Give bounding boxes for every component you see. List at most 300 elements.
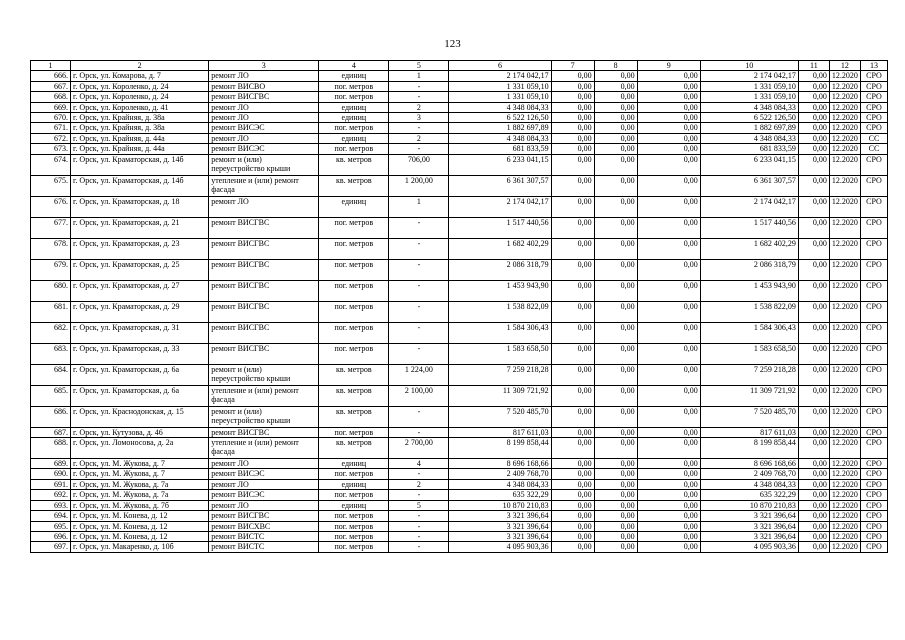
total-cost-cell: 6 522 126,50 xyxy=(700,113,798,123)
work-type-cell: ремонт ВИСГВС xyxy=(209,259,319,280)
column-header: 6 xyxy=(449,61,551,71)
cost-cell: 4 348 084,33 xyxy=(449,479,551,489)
col9-cell: 0,00 xyxy=(637,259,700,280)
source-cell: СРО xyxy=(860,479,887,489)
row-number-cell: 689. xyxy=(31,459,71,469)
source-cell: СРО xyxy=(860,154,887,175)
col7-cell: 0,00 xyxy=(551,113,594,123)
total-cost-cell: 2 174 042,17 xyxy=(700,71,798,81)
col9-cell: 0,00 xyxy=(637,364,700,385)
col8-cell: 0,00 xyxy=(594,301,637,322)
col7-cell: 0,00 xyxy=(551,144,594,154)
unit-cell: единиц xyxy=(319,196,389,217)
col8-cell: 0,00 xyxy=(594,133,637,143)
row-number-cell: 672. xyxy=(31,133,71,143)
col11-cell: 0,00 xyxy=(798,406,829,427)
source-cell: СРО xyxy=(860,427,887,437)
address-cell: г. Орск, ул. Краматорская, д. 18 xyxy=(71,196,209,217)
column-header: 2 xyxy=(71,61,209,71)
col11-cell: 0,00 xyxy=(798,133,829,143)
cost-cell: 6 361 307,57 xyxy=(449,175,551,196)
deadline-cell: 12.2020 xyxy=(829,406,860,427)
cost-cell: 681 833,59 xyxy=(449,144,551,154)
row-number-cell: 690. xyxy=(31,469,71,479)
col11-cell: 0,00 xyxy=(798,490,829,500)
source-cell: СРО xyxy=(860,438,887,459)
total-cost-cell: 3 321 396,64 xyxy=(700,521,798,531)
source-cell: СРО xyxy=(860,259,887,280)
address-cell: г. Орск, ул. Крайняя, д. 44а xyxy=(71,133,209,143)
col9-cell: 0,00 xyxy=(637,385,700,406)
col11-cell: 0,00 xyxy=(798,459,829,469)
row-number-cell: 695. xyxy=(31,521,71,531)
quantity-cell: 3 xyxy=(389,113,449,123)
col11-cell: 0,00 xyxy=(798,238,829,259)
column-header: 8 xyxy=(594,61,637,71)
quantity-cell: - xyxy=(389,238,449,259)
table-row xyxy=(31,542,888,552)
unit-cell: пог. метров xyxy=(319,123,389,133)
address-cell: г. Орск, ул. Краснодонская, д. 15 xyxy=(71,406,209,427)
col7-cell: 0,00 xyxy=(551,500,594,510)
source-cell: СРО xyxy=(860,113,887,123)
cost-cell: 7 520 485,70 xyxy=(449,406,551,427)
unit-cell: единиц xyxy=(319,71,389,81)
address-cell: г. Орск, ул. Краматорская, д. 6а xyxy=(71,385,209,406)
total-cost-cell: 1 682 402,29 xyxy=(700,238,798,259)
quantity-cell: - xyxy=(389,92,449,102)
col8-cell: 0,00 xyxy=(594,113,637,123)
source-cell: СРО xyxy=(860,343,887,364)
row-number-cell: 669. xyxy=(31,102,71,112)
source-cell: СРО xyxy=(860,406,887,427)
row-number-cell: 681. xyxy=(31,301,71,322)
total-cost-cell: 635 322,29 xyxy=(700,490,798,500)
col8-cell: 0,00 xyxy=(594,144,637,154)
address-cell: г. Орск, ул. Краматорская, д. 29 xyxy=(71,301,209,322)
col7-cell: 0,00 xyxy=(551,490,594,500)
address-cell: г. Орск, ул. Короленко, д. 41 xyxy=(71,102,209,112)
column-header: 4 xyxy=(319,61,389,71)
unit-cell: кв. метров xyxy=(319,438,389,459)
deadline-cell: 12.2020 xyxy=(829,133,860,143)
col11-cell: 0,00 xyxy=(798,81,829,91)
unit-cell: единиц xyxy=(319,133,389,143)
cost-cell: 1 453 943,90 xyxy=(449,280,551,301)
col7-cell: 0,00 xyxy=(551,92,594,102)
col9-cell: 0,00 xyxy=(637,238,700,259)
source-cell: СРО xyxy=(860,500,887,510)
quantity-cell: 2 700,00 xyxy=(389,438,449,459)
address-cell: г. Орск, ул. М. Жукова, д. 7б xyxy=(71,500,209,510)
col11-cell: 0,00 xyxy=(798,479,829,489)
row-number-cell: 682. xyxy=(31,322,71,343)
total-cost-cell: 2 174 042,17 xyxy=(700,196,798,217)
table-row xyxy=(31,92,888,102)
row-number-cell: 694. xyxy=(31,511,71,521)
col11-cell: 0,00 xyxy=(798,154,829,175)
total-cost-cell: 7 520 485,70 xyxy=(700,406,798,427)
work-type-cell: ремонт ВИСХВС xyxy=(209,521,319,531)
table-row xyxy=(31,123,888,133)
col11-cell: 0,00 xyxy=(798,217,829,238)
table-header-row xyxy=(31,61,888,71)
table-row xyxy=(31,385,888,406)
col9-cell: 0,00 xyxy=(637,133,700,143)
row-number-cell: 688. xyxy=(31,438,71,459)
work-type-cell: ремонт ЛО xyxy=(209,102,319,112)
cost-cell: 2 174 042,17 xyxy=(449,71,551,81)
work-type-cell: ремонт ЛО xyxy=(209,459,319,469)
deadline-cell: 12.2020 xyxy=(829,521,860,531)
quantity-cell: - xyxy=(389,81,449,91)
address-cell: г. Орск, ул. Макаренко, д. 10б xyxy=(71,542,209,552)
address-cell: г. Орск, ул. Комарова, д. 7 xyxy=(71,71,209,81)
quantity-cell: - xyxy=(389,511,449,521)
row-number-cell: 691. xyxy=(31,479,71,489)
col9-cell: 0,00 xyxy=(637,521,700,531)
col8-cell: 0,00 xyxy=(594,175,637,196)
cost-cell: 1 583 658,50 xyxy=(449,343,551,364)
address-cell: г. Орск, ул. Крайняя, д. 44а xyxy=(71,144,209,154)
unit-cell: кв. метров xyxy=(319,364,389,385)
address-cell: г. Орск, ул. Краматорская, д. 14б xyxy=(71,154,209,175)
source-cell: СРО xyxy=(860,511,887,521)
col11-cell: 0,00 xyxy=(798,113,829,123)
cost-cell: 11 309 721,92 xyxy=(449,385,551,406)
total-cost-cell: 2 409 768,70 xyxy=(700,469,798,479)
work-type-cell: ремонт и (или) переустройство крыши xyxy=(209,154,319,175)
cost-cell: 10 870 210,83 xyxy=(449,500,551,510)
col7-cell: 0,00 xyxy=(551,259,594,280)
column-header: 5 xyxy=(389,61,449,71)
col8-cell: 0,00 xyxy=(594,322,637,343)
column-header: 9 xyxy=(637,61,700,71)
quantity-cell: 1 xyxy=(389,196,449,217)
row-number-cell: 671. xyxy=(31,123,71,133)
col7-cell: 0,00 xyxy=(551,521,594,531)
col11-cell: 0,00 xyxy=(798,385,829,406)
deadline-cell: 12.2020 xyxy=(829,490,860,500)
col9-cell: 0,00 xyxy=(637,469,700,479)
col11-cell: 0,00 xyxy=(798,259,829,280)
source-cell: СРО xyxy=(860,364,887,385)
col8-cell: 0,00 xyxy=(594,521,637,531)
work-type-cell: ремонт ВИСВО xyxy=(209,81,319,91)
row-number-cell: 666. xyxy=(31,71,71,81)
row-number-cell: 676. xyxy=(31,196,71,217)
col7-cell: 0,00 xyxy=(551,175,594,196)
deadline-cell: 12.2020 xyxy=(829,238,860,259)
quantity-cell: 2 xyxy=(389,479,449,489)
deadline-cell: 12.2020 xyxy=(829,102,860,112)
table-row xyxy=(31,479,888,489)
col7-cell: 0,00 xyxy=(551,133,594,143)
unit-cell: пог. метров xyxy=(319,259,389,280)
total-cost-cell: 10 870 210,83 xyxy=(700,500,798,510)
col9-cell: 0,00 xyxy=(637,531,700,541)
col9-cell: 0,00 xyxy=(637,102,700,112)
work-type-cell: ремонт ВИСТС xyxy=(209,542,319,552)
unit-cell: кв. метров xyxy=(319,406,389,427)
col8-cell: 0,00 xyxy=(594,238,637,259)
quantity-cell: - xyxy=(389,301,449,322)
source-cell: СРО xyxy=(860,92,887,102)
cost-cell: 8 199 858,44 xyxy=(449,438,551,459)
unit-cell: пог. метров xyxy=(319,343,389,364)
work-type-cell: ремонт ВИСТС xyxy=(209,531,319,541)
deadline-cell: 12.2020 xyxy=(829,427,860,437)
deadline-cell: 12.2020 xyxy=(829,217,860,238)
col9-cell: 0,00 xyxy=(637,280,700,301)
work-type-cell: ремонт ВИСЭС xyxy=(209,490,319,500)
quantity-cell: 1 xyxy=(389,71,449,81)
work-type-cell: ремонт ВИСГВС xyxy=(209,301,319,322)
col9-cell: 0,00 xyxy=(637,406,700,427)
source-cell: СРО xyxy=(860,217,887,238)
row-number-cell: 683. xyxy=(31,343,71,364)
col7-cell: 0,00 xyxy=(551,196,594,217)
col7-cell: 0,00 xyxy=(551,322,594,343)
col7-cell: 0,00 xyxy=(551,459,594,469)
deadline-cell: 12.2020 xyxy=(829,542,860,552)
total-cost-cell: 4 095 903,36 xyxy=(700,542,798,552)
unit-cell: пог. метров xyxy=(319,301,389,322)
unit-cell: пог. метров xyxy=(319,280,389,301)
col11-cell: 0,00 xyxy=(798,521,829,531)
work-type-cell: ремонт ЛО xyxy=(209,196,319,217)
table-row xyxy=(31,469,888,479)
col11-cell: 0,00 xyxy=(798,322,829,343)
table-row xyxy=(31,490,888,500)
cost-cell: 1 331 059,10 xyxy=(449,92,551,102)
col7-cell: 0,00 xyxy=(551,531,594,541)
row-number-cell: 692. xyxy=(31,490,71,500)
column-header: 13 xyxy=(860,61,887,71)
row-number-cell: 677. xyxy=(31,217,71,238)
column-header: 10 xyxy=(700,61,798,71)
col7-cell: 0,00 xyxy=(551,81,594,91)
col11-cell: 0,00 xyxy=(798,542,829,552)
col7-cell: 0,00 xyxy=(551,511,594,521)
quantity-cell: - xyxy=(389,531,449,541)
unit-cell: пог. метров xyxy=(319,217,389,238)
col7-cell: 0,00 xyxy=(551,427,594,437)
unit-cell: пог. метров xyxy=(319,469,389,479)
table-row xyxy=(31,406,888,427)
table-row xyxy=(31,531,888,541)
col9-cell: 0,00 xyxy=(637,71,700,81)
total-cost-cell: 1 584 306,43 xyxy=(700,322,798,343)
cost-cell: 2 086 318,79 xyxy=(449,259,551,280)
col11-cell: 0,00 xyxy=(798,196,829,217)
col9-cell: 0,00 xyxy=(637,113,700,123)
total-cost-cell: 4 348 084,33 xyxy=(700,479,798,489)
unit-cell: единиц xyxy=(319,500,389,510)
address-cell: г. Орск, ул. М. Жукова, д. 7а xyxy=(71,479,209,489)
unit-cell: пог. метров xyxy=(319,92,389,102)
row-number-cell: 680. xyxy=(31,280,71,301)
unit-cell: единиц xyxy=(319,459,389,469)
col11-cell: 0,00 xyxy=(798,531,829,541)
source-cell: СРО xyxy=(860,542,887,552)
col9-cell: 0,00 xyxy=(637,196,700,217)
quantity-cell: - xyxy=(389,469,449,479)
col8-cell: 0,00 xyxy=(594,154,637,175)
col11-cell: 0,00 xyxy=(798,438,829,459)
source-cell: СРО xyxy=(860,71,887,81)
source-cell: СРО xyxy=(860,123,887,133)
unit-cell: пог. метров xyxy=(319,521,389,531)
col8-cell: 0,00 xyxy=(594,479,637,489)
source-cell: СРО xyxy=(860,301,887,322)
col11-cell: 0,00 xyxy=(798,280,829,301)
work-type-cell: ремонт ЛО xyxy=(209,71,319,81)
quantity-cell: - xyxy=(389,259,449,280)
address-cell: г. Орск, ул. Краматорская, д. 14б xyxy=(71,175,209,196)
cost-cell: 1 331 059,10 xyxy=(449,81,551,91)
total-cost-cell: 1 538 822,09 xyxy=(700,301,798,322)
cost-cell: 6 233 041,15 xyxy=(449,154,551,175)
quantity-cell: - xyxy=(389,406,449,427)
work-type-cell: ремонт ЛО xyxy=(209,500,319,510)
quantity-cell: 1 224,00 xyxy=(389,364,449,385)
address-cell: г. Орск, ул. Краматорская, д. 31 xyxy=(71,322,209,343)
col8-cell: 0,00 xyxy=(594,196,637,217)
total-cost-cell: 3 321 396,64 xyxy=(700,531,798,541)
unit-cell: единиц xyxy=(319,479,389,489)
col8-cell: 0,00 xyxy=(594,280,637,301)
col8-cell: 0,00 xyxy=(594,459,637,469)
table-row xyxy=(31,196,888,217)
deadline-cell: 12.2020 xyxy=(829,144,860,154)
address-cell: г. Орск, ул. Кутузова, д. 46 xyxy=(71,427,209,437)
col8-cell: 0,00 xyxy=(594,500,637,510)
quantity-cell: - xyxy=(389,521,449,531)
col8-cell: 0,00 xyxy=(594,123,637,133)
unit-cell: пог. метров xyxy=(319,511,389,521)
table-row xyxy=(31,217,888,238)
row-number-cell: 667. xyxy=(31,81,71,91)
address-cell: г. Орск, ул. Краматорская, д. 6а xyxy=(71,364,209,385)
deadline-cell: 12.2020 xyxy=(829,322,860,343)
col11-cell: 0,00 xyxy=(798,364,829,385)
col8-cell: 0,00 xyxy=(594,511,637,521)
cost-cell: 4 348 084,33 xyxy=(449,102,551,112)
col8-cell: 0,00 xyxy=(594,490,637,500)
source-cell: СРО xyxy=(860,490,887,500)
col8-cell: 0,00 xyxy=(594,217,637,238)
row-number-cell: 674. xyxy=(31,154,71,175)
address-cell: г. Орск, ул. М. Конева, д. 12 xyxy=(71,511,209,521)
col7-cell: 0,00 xyxy=(551,343,594,364)
work-type-cell: ремонт ЛО xyxy=(209,479,319,489)
col9-cell: 0,00 xyxy=(637,343,700,364)
table-row xyxy=(31,71,888,81)
column-header: 1 xyxy=(31,61,71,71)
col9-cell: 0,00 xyxy=(637,438,700,459)
unit-cell: кв. метров xyxy=(319,385,389,406)
address-cell: г. Орск, ул. Краматорская, д. 25 xyxy=(71,259,209,280)
col11-cell: 0,00 xyxy=(798,92,829,102)
row-number-cell: 687. xyxy=(31,427,71,437)
unit-cell: пог. метров xyxy=(319,144,389,154)
work-type-cell: ремонт ВИСГВС xyxy=(209,343,319,364)
table-body xyxy=(31,71,888,552)
source-cell: СРО xyxy=(860,385,887,406)
col8-cell: 0,00 xyxy=(594,364,637,385)
table-row xyxy=(31,500,888,510)
deadline-cell: 12.2020 xyxy=(829,71,860,81)
deadline-cell: 12.2020 xyxy=(829,500,860,510)
quantity-cell: - xyxy=(389,490,449,500)
col11-cell: 0,00 xyxy=(798,144,829,154)
col11-cell: 0,00 xyxy=(798,500,829,510)
quantity-cell: 2 100,00 xyxy=(389,385,449,406)
col8-cell: 0,00 xyxy=(594,542,637,552)
col11-cell: 0,00 xyxy=(798,123,829,133)
deadline-cell: 12.2020 xyxy=(829,511,860,521)
repair-program-table xyxy=(30,60,888,553)
col8-cell: 0,00 xyxy=(594,427,637,437)
quantity-cell: - xyxy=(389,427,449,437)
source-cell: СРО xyxy=(860,102,887,112)
total-cost-cell: 1 517 440,56 xyxy=(700,217,798,238)
cost-cell: 3 321 396,64 xyxy=(449,521,551,531)
table-row xyxy=(31,322,888,343)
unit-cell: единиц xyxy=(319,102,389,112)
quantity-cell: 2 xyxy=(389,102,449,112)
address-cell: г. Орск, ул. Короленко, д. 24 xyxy=(71,92,209,102)
row-number-cell: 686. xyxy=(31,406,71,427)
col8-cell: 0,00 xyxy=(594,71,637,81)
address-cell: г. Орск, ул. М. Жукова, д. 7 xyxy=(71,459,209,469)
address-cell: г. Орск, ул. М. Конева, д. 12 xyxy=(71,521,209,531)
total-cost-cell: 8 696 168,66 xyxy=(700,459,798,469)
page-number: 123 xyxy=(444,38,461,50)
unit-cell: пог. метров xyxy=(319,238,389,259)
quantity-cell: - xyxy=(389,280,449,301)
table-row xyxy=(31,364,888,385)
work-type-cell: ремонт ВИСЭС xyxy=(209,144,319,154)
row-number-cell: 693. xyxy=(31,500,71,510)
col9-cell: 0,00 xyxy=(637,322,700,343)
table-row xyxy=(31,102,888,112)
address-cell: г. Орск, ул. Краматорская, д. 27 xyxy=(71,280,209,301)
total-cost-cell: 4 348 084,33 xyxy=(700,102,798,112)
column-header: 11 xyxy=(798,61,829,71)
row-number-cell: 668. xyxy=(31,92,71,102)
work-type-cell: ремонт ВИСГВС xyxy=(209,427,319,437)
work-type-cell: ремонт и (или) переустройство крыши xyxy=(209,406,319,427)
total-cost-cell: 7 259 218,28 xyxy=(700,364,798,385)
col7-cell: 0,00 xyxy=(551,280,594,301)
col9-cell: 0,00 xyxy=(637,92,700,102)
quantity-cell: - xyxy=(389,322,449,343)
deadline-cell: 12.2020 xyxy=(829,343,860,364)
cost-cell: 3 321 396,64 xyxy=(449,531,551,541)
deadline-cell: 12.2020 xyxy=(829,479,860,489)
col7-cell: 0,00 xyxy=(551,71,594,81)
col9-cell: 0,00 xyxy=(637,459,700,469)
address-cell: г. Орск, ул. Краматорская, д. 21 xyxy=(71,217,209,238)
source-cell: СРО xyxy=(860,238,887,259)
table-row xyxy=(31,459,888,469)
quantity-cell: 4 xyxy=(389,459,449,469)
col7-cell: 0,00 xyxy=(551,102,594,112)
total-cost-cell: 6 361 307,57 xyxy=(700,175,798,196)
quantity-cell: - xyxy=(389,217,449,238)
